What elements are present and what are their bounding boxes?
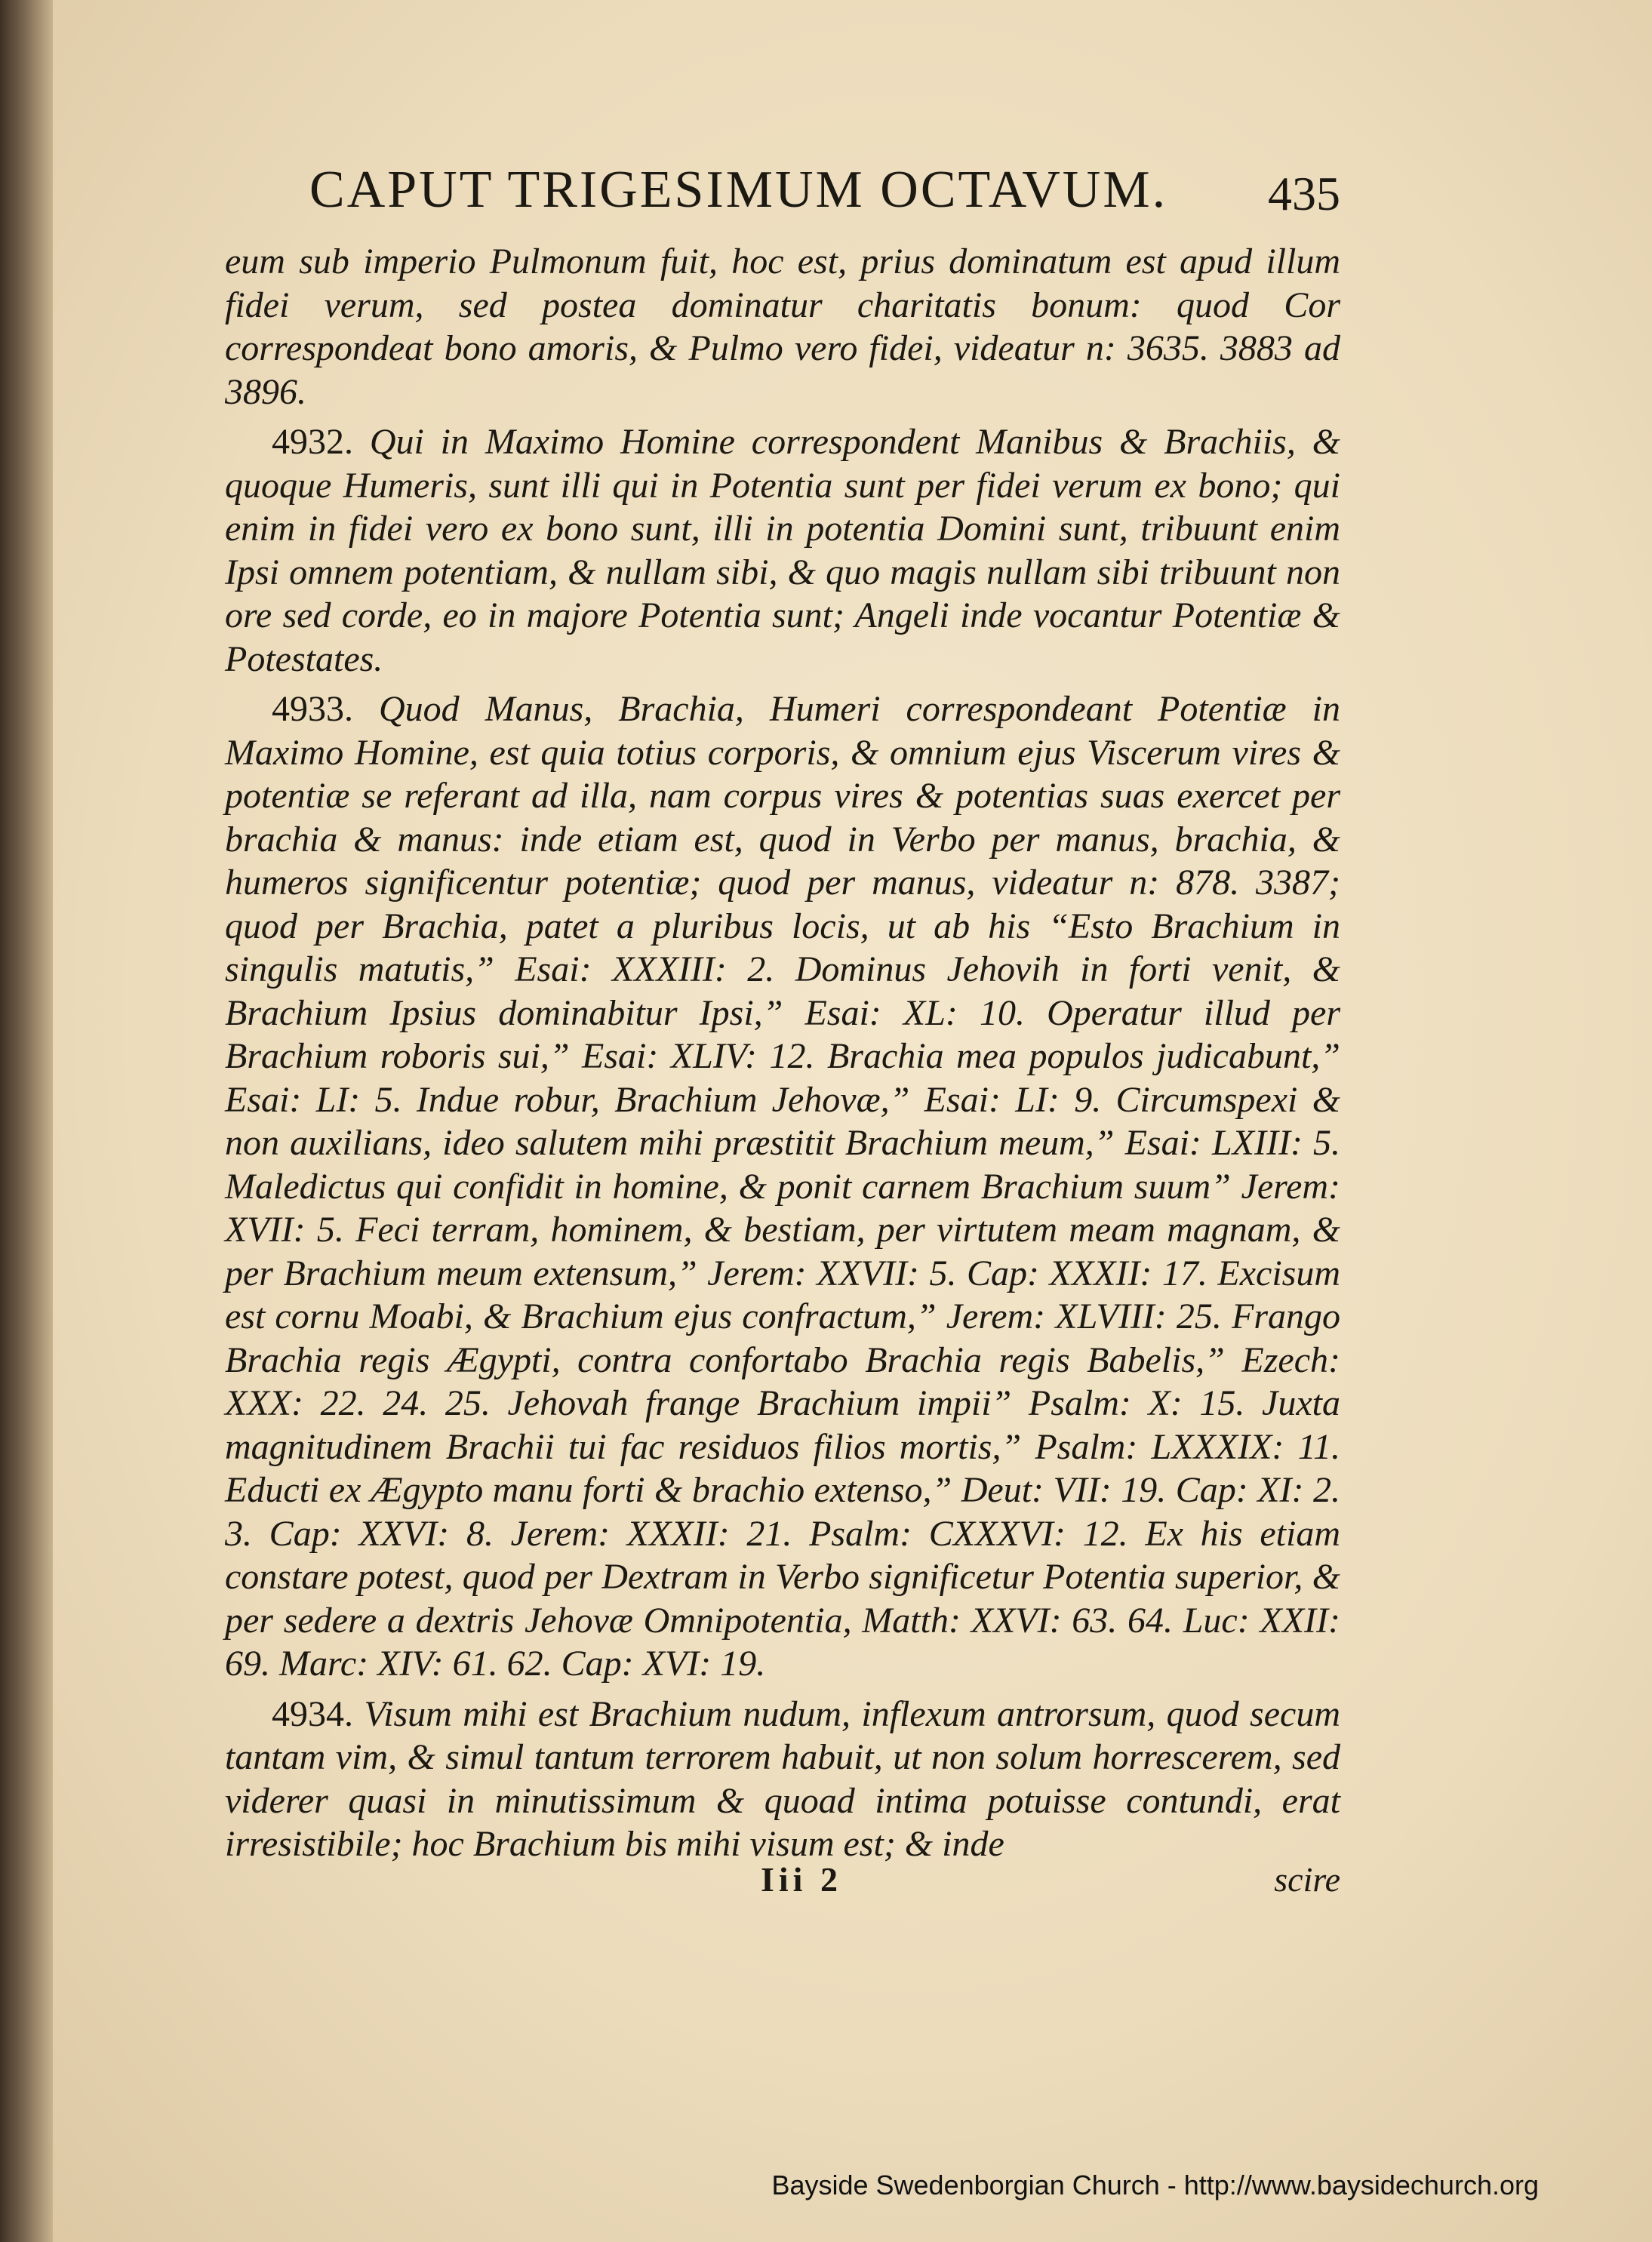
body-text — [225, 240, 1340, 1873]
paragraph-text: Quod Manus, Brachia, Humeri correspondeant Potentiæ in Maximo Homine, est quia totius corporis, & omnium ejus Viscerum vires & potentiæ se referant ad illa, nam corpus vires & potentias suas exercet per brachia & manus: inde etiam est, quod in Verbo per manus, brachia, & humeros significentur potentiæ; quod per manus, videatur n: 878. 3387; quod per Brachia, patet a pluribus locis, ut ab his “Esto Brachium in singulis matutis,” Esai: XXXIII: 2. Dominus Jehovih in forti venit, & Brachium Ipsius dominabitur Ipsi,” Esai: XL: 10. Operatur illud per Brachium roboris sui,” Esai: XLIV: 12. Brachia mea populos judicabunt,” Esai: LI: 5. Indue robur, Brachium Jehovæ,” Esai: LI: 9. Circumspexi & non auxilians, ideo salutem mihi præstitit Brachium meum,” Esai: LXIII: 5. Maledictus qui confidit in homine, & ponit carnem Brachium suum” Jerem: XVII: 5. Feci terram, hominem, & bestiam, per virtutem meam magnam, & per Brachium meum extensum,” Jerem: XXVII: 5. Cap: XXXII: 17. Excisum est cornu Moabi, & Brachium ejus confractum,” Jerem: XLVIII: 25. Frango Brachia regis Ægypti, contra confortabo Brachia regis Babelis,” Ezech: XXX: 22. 24. 25. Jehovah frange Brachium impii” Psalm: X: 15. Juxta magnitudinem Brachii tui fac residuos filios mortis,” Psalm: LXXXIX: 11. Educti ex Ægypto manu forti & brachio extenso,” Deut: VII: 19. Cap: XI: 2. 3. Cap: XXVI: 8. Jerem: XXXII: 21. Psalm: CXXXVI: 12. Ex his etiam constare potest, quod per Dextram in Verbo significetur Potentia superior, & per sedere a dextris Jehovæ Omnipotentia, Matth: XXVI: 63. 64. Luc: XXII: 69. Marc: XIV: 61. 62. Cap: XVI: 19. — [225, 689, 1340, 1684]
book-spine-shadow — [0, 0, 53, 2242]
page-header — [309, 160, 1366, 228]
paragraph-4932 — [225, 420, 1340, 681]
paragraph-4933 — [225, 687, 1340, 1686]
page-foot-line — [225, 1859, 1340, 1905]
paragraph-number: 4932. — [272, 422, 353, 462]
paragraph-continued — [225, 240, 1340, 414]
catchword: scire — [1274, 1860, 1340, 1899]
footer-credit: Bayside Swedenborgian Church - http://www.baysidechurch.org — [771, 2170, 1539, 2200]
paragraph-number: 4934. — [272, 1693, 353, 1734]
paragraph-text: Qui in Maximo Homine correspondent Manibus & Brachiis, & quoque Humeris, sunt illi qui in Potentia sunt per fidei verum ex bono; qui enim in fidei vero ex bono sunt, illi in potentia Domini sunt, tribuunt enim Ipsi omnem potentiam, & nullam sibi, & quo magis nullam sibi tribuunt non ore sed corde, eo in majore Potentia sunt; Angeli inde vocantur Potentiæ & Potestates. — [225, 422, 1340, 679]
page-number: 435 — [1268, 167, 1340, 220]
running-title: CAPUT TRIGESIMUM OCTAVUM. — [309, 161, 1168, 219]
paragraph-number: 4933. — [272, 689, 353, 729]
paragraph-text: Visum mihi est Brachium nudum, inflexum antrorsum, quod secum tantam vim, & simul tantum terrorem habuit, ut non solum horrescerem, sed viderer quasi in minutissimum & quoad intima potuisse contundi, erat irresistibile; hoc Brachium bis mihi visum est; & inde — [225, 1693, 1341, 1864]
paragraph-text: eum sub imperio Pulmonum fuit, hoc est, prius dominatum est apud illum fidei verum, sed postea dominatur charitatis bonum: quod Cor correspondeat bono amoris, & Pulmo vero fidei, videatur n: 3635. 3883 ad 3896. — [225, 241, 1340, 412]
signature-mark: Iii 2 — [761, 1860, 842, 1899]
paragraph-4934 — [225, 1693, 1340, 1866]
